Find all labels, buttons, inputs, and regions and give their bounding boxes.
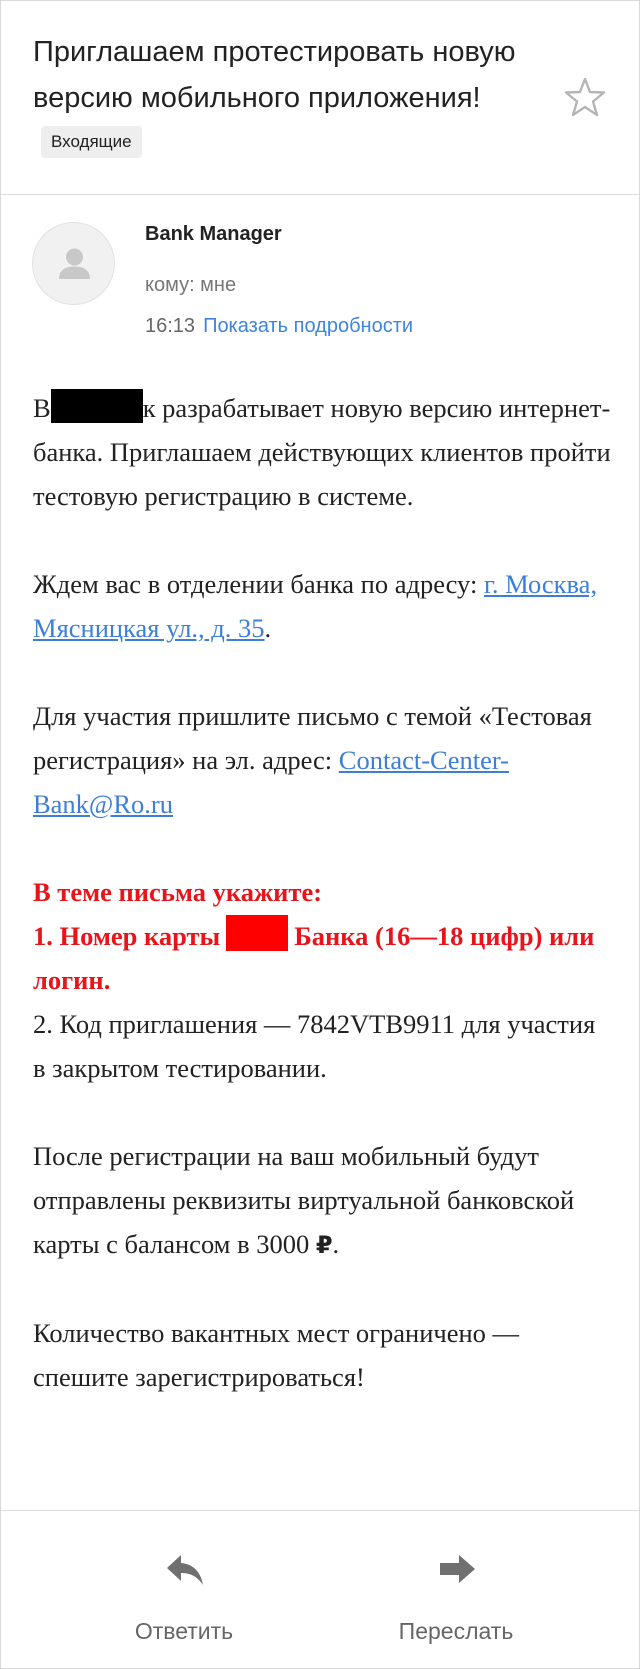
address-end: . [264, 613, 272, 643]
sender-avatar[interactable] [32, 222, 115, 305]
body-paragraph-intro [33, 386, 613, 518]
warning-item-1-end: Банка (16—18 цифр) или логин. [33, 921, 595, 995]
redaction-black-box [51, 389, 143, 423]
recipient-line: кому: мне [145, 274, 237, 296]
address-link[interactable]: г. Москва, Мясницкая ул., д. 35 [33, 569, 598, 643]
email-subject [33, 29, 533, 167]
reply-arrow-icon [166, 1554, 204, 1586]
email-time: 16:13 [145, 315, 196, 337]
intro-rest: к разрабатывает новую версию интернет-банка. Приглашаем действующих клиентов пройти тестовую регистрацию в системе. [33, 393, 611, 511]
email-body [33, 386, 613, 1399]
card-end: . [332, 1229, 340, 1259]
item-2-invite-code: 2. Код приглашения — 7842VTB9911 для участия в закрытом тестировании. [33, 1009, 596, 1083]
warning-item-1-start: 1. Номер карты [33, 921, 221, 951]
body-paragraph-address [33, 562, 613, 650]
forward-button[interactable] [326, 1511, 586, 1669]
reply-label: Ответить [134, 1618, 234, 1644]
contact-email-link[interactable]: Contact-Center-Bank@Ro.ru [33, 745, 509, 819]
card-text: После регистрации на ваш мобильный будут отправлены реквизиты виртуальной банковской карты с балансом в 3000 [33, 1141, 575, 1259]
forward-label: Переслать [398, 1618, 514, 1644]
inbox-label-badge[interactable]: Входящие [41, 126, 142, 158]
body-paragraph-card [33, 1134, 613, 1267]
email-actions-footer [1, 1510, 639, 1668]
warning-item-1 [33, 914, 613, 1002]
body-paragraph-limited: Количество вакантных мест ограничено — спешите зарегистрироваться! [33, 1318, 520, 1392]
reply-button[interactable] [54, 1511, 314, 1669]
show-details-link[interactable]: Показать подробности [203, 315, 414, 337]
ruble-sign: ₽ [315, 1231, 333, 1259]
redaction-red-box [226, 915, 288, 951]
sender-name[interactable]: Bank Manager [145, 223, 282, 245]
address-text: Ждем вас в отделении банка по адресу: [33, 569, 484, 599]
body-paragraph-email [33, 694, 613, 826]
email-header [1, 1, 639, 195]
email-instruction-text: Для участия пришлите письмо с темой «Тестовая регистрация» на эл. адрес: [33, 701, 592, 775]
forward-arrow-icon [438, 1554, 476, 1586]
person-icon [33, 223, 116, 306]
star-icon[interactable] [563, 75, 607, 119]
intro-start: В [33, 393, 51, 423]
subject-text: Приглашаем протестировать новую версию мобильного приложения! [33, 36, 516, 114]
time-row [145, 315, 413, 338]
warning-heading: В теме письма укажите: [33, 877, 323, 907]
